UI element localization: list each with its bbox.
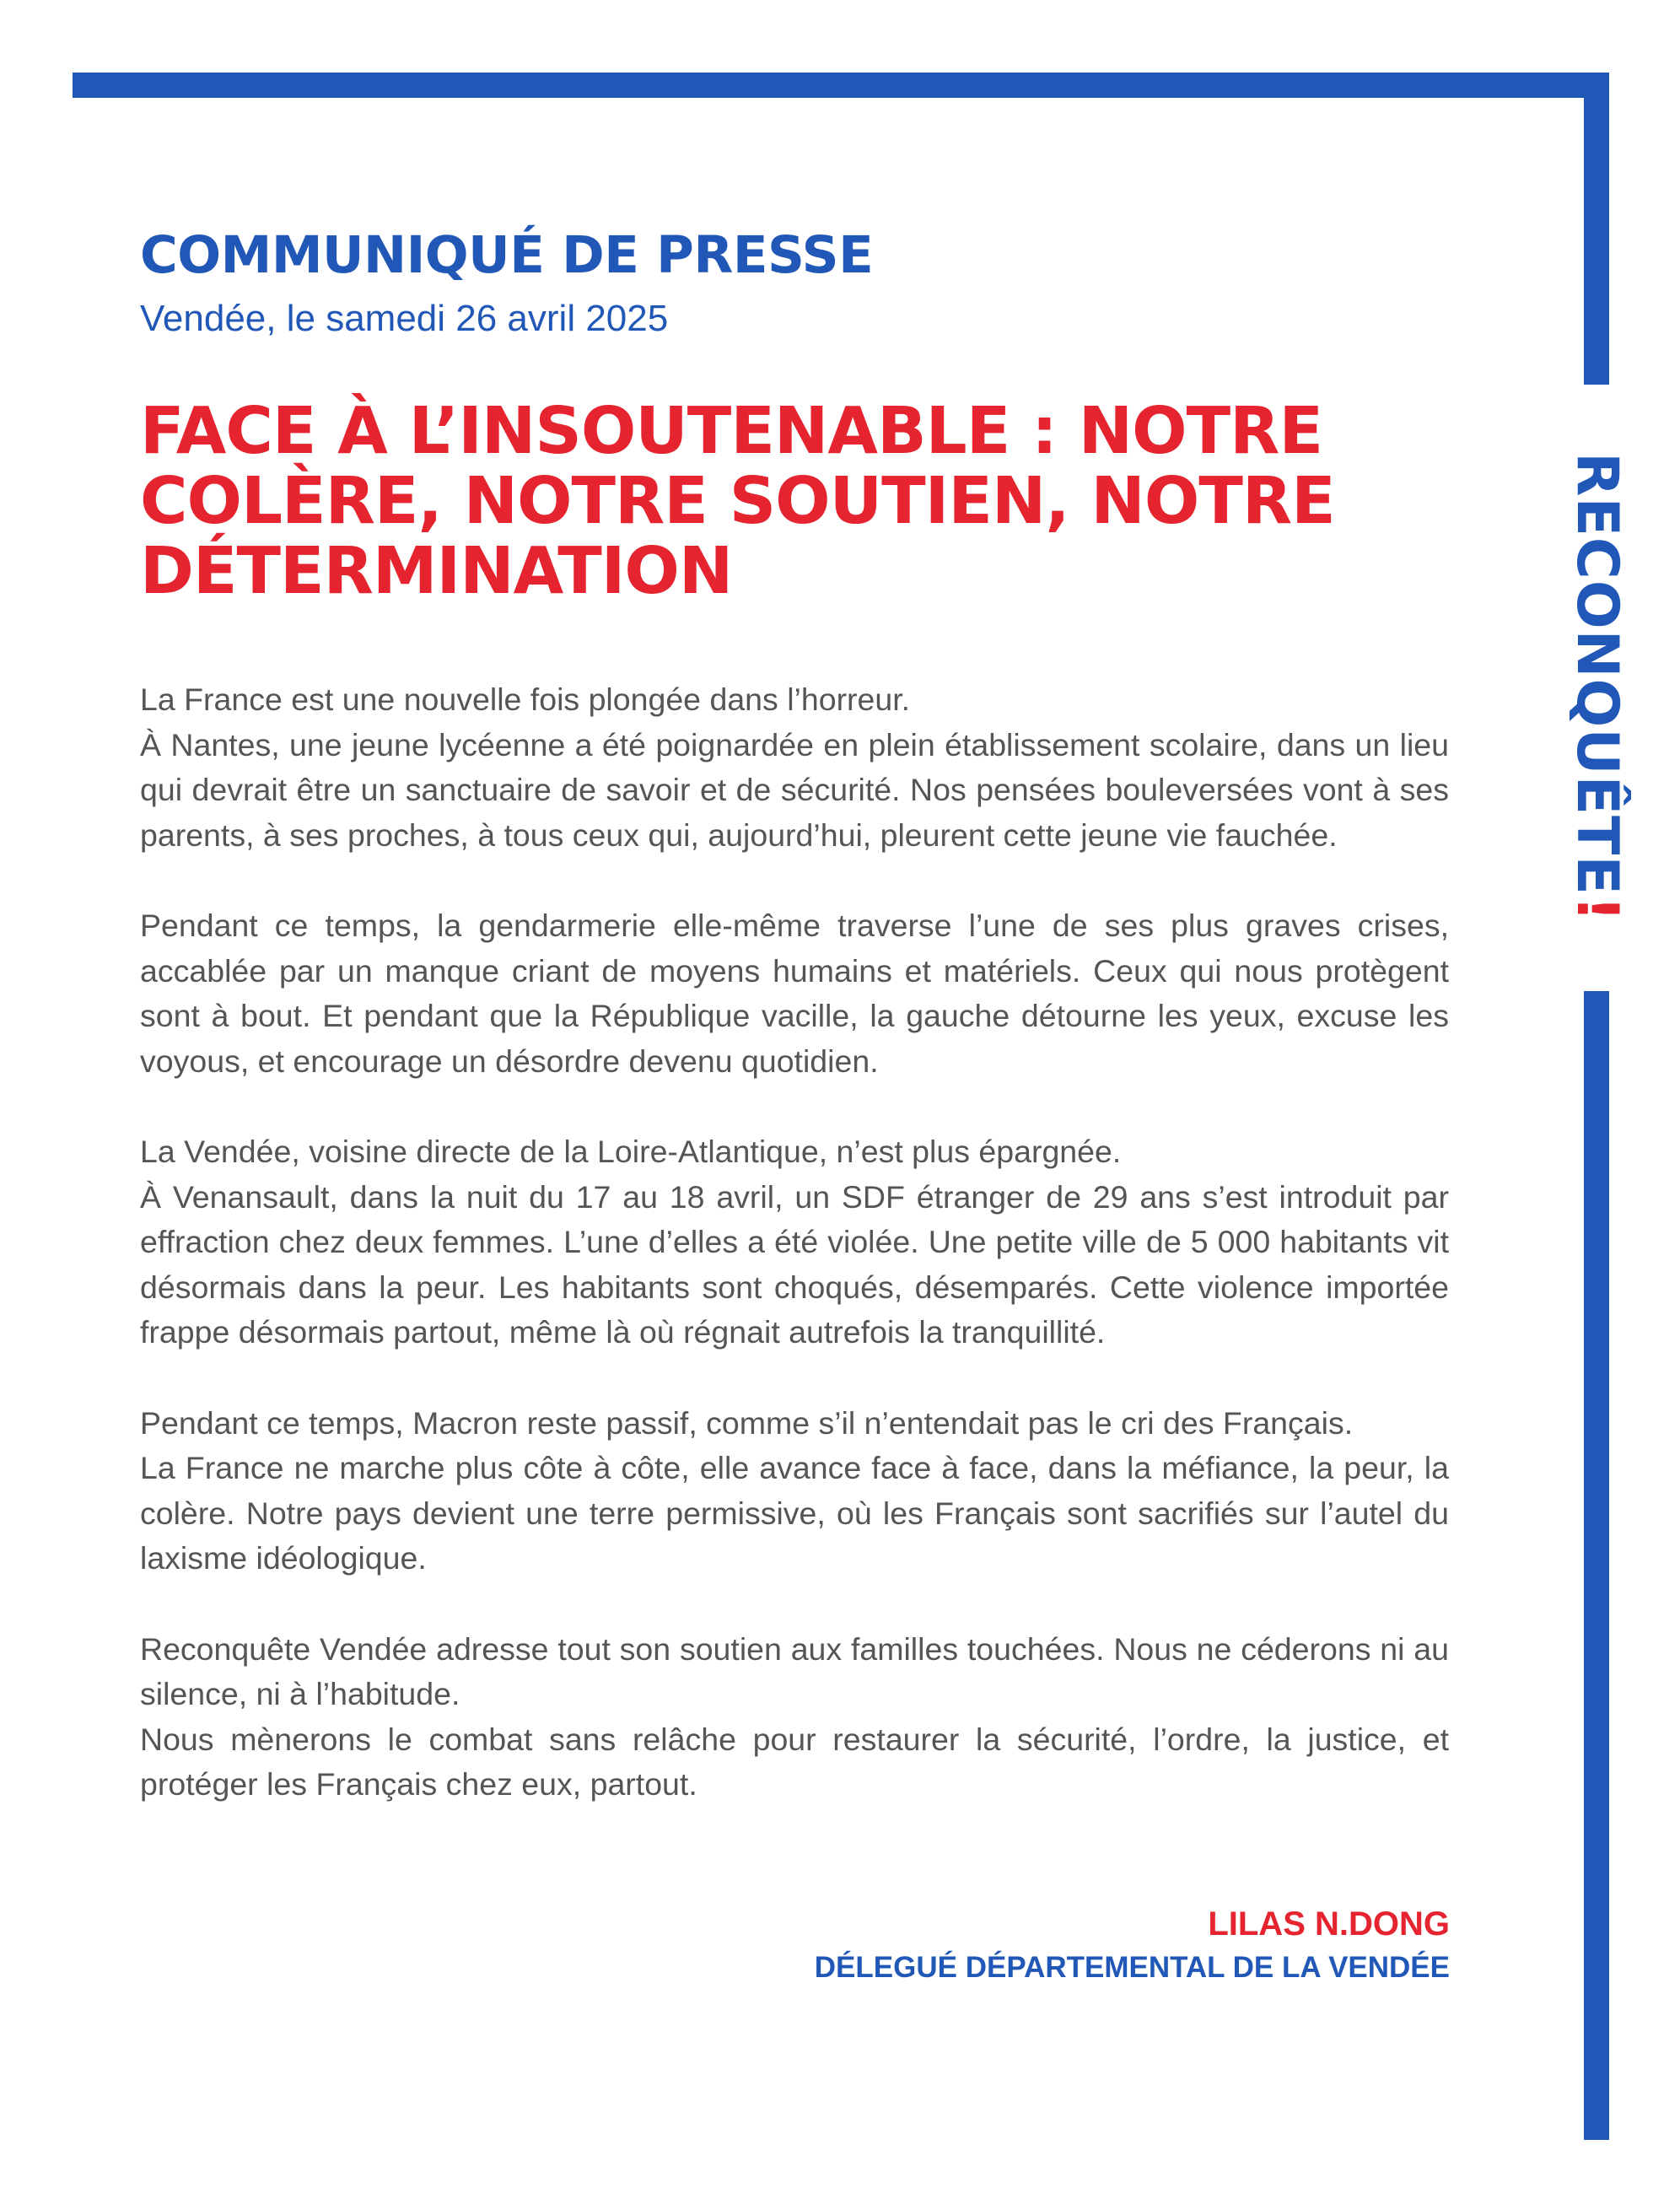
paragraph-line: La France est une nouvelle fois plongée dans l’horreur. — [140, 682, 911, 717]
frame-right-bar-lower — [1584, 991, 1609, 2140]
reconquete-logo — [1564, 452, 1630, 923]
paragraph-line: La France ne marche plus côte à côte, elle avance face à face, dans la méfiance, la peur, la colère. Notre pays devient une terre permissive, où les Français sont sacrifiés sur l’autel du laxisme idéologique. — [140, 1450, 1449, 1576]
logo-wordmark: RECONQUÊTE — [1564, 452, 1630, 896]
paragraph-3 — [140, 1129, 1449, 1355]
document-body — [140, 677, 1449, 1853]
paragraph-line: Pendant ce temps, Macron reste passif, comme s’il n’entendait pas le cri des Français. — [140, 1404, 1354, 1441]
logo-exclamation: ! — [1564, 895, 1630, 923]
paragraph-line: À Nantes, une jeune lycéenne a été poignardée en plein établissement scolaire, dans un lieu qui devrait être un sanctuaire de savoir et de sécurité. Nos pensées bouleversées vont à ses parents, à ses proches, à tous ceux qui, aujourd’hui, pleurent cette jeune vie fauchée. — [140, 726, 1449, 853]
document-date: Vendée, le samedi 26 avril 2025 — [140, 298, 669, 339]
paragraph-4 — [140, 1401, 1449, 1582]
paragraph-line: Nous mènerons le combat sans relâche pour restaurer la sécurité, l’ordre, la justice, et protéger les Français chez eux, partout. — [140, 1721, 1449, 1802]
signatory-name: LILAS N.DONG — [1208, 1905, 1450, 1943]
paragraph-line: Pendant ce temps, la gendarmerie elle-même traverse l’une de ses plus graves crises, accablée par un manque criant de moyens humains et matériels. Ceux qui nous protègent sont à bout. Et pendant que la République vacille, la gauche détourne les yeux, excuse les voyous, et encourage un désordre devenu quotidien. — [140, 908, 1449, 1079]
paragraph-line: Reconquête Vendée adresse tout son soutien aux familles touchées. Nous ne céderons ni au silence, ni à l’habitude. — [140, 1630, 1449, 1711]
paragraph-2 — [140, 903, 1449, 1084]
paragraph-line: À Venansault, dans la nuit du 17 au 18 avril, un SDF étranger de 29 ans s’est introduit par effraction chez deux femmes. L’une d’elles a été violée. Une petite ville de 5 000 habitants vit désormais dans la peur. Les habitants sont choqués, désemparés. Cette violence importée frappe désormais partout, même là où régnait autrefois la tranquillité. — [140, 1178, 1449, 1350]
paragraph-1 — [140, 677, 1449, 858]
frame-top-bar — [73, 73, 1609, 98]
paragraph-line: La Vendée, voisine directe de la Loire-Atlantique, n’est plus épargnée. — [140, 1134, 1122, 1169]
frame-right-bar-upper — [1584, 73, 1609, 385]
page-title: FACE À L’INSOUTENABLE : NOTRE COLÈRE, NOTRE SOUTIEN, NOTRE DÉTERMINATION — [140, 394, 1335, 610]
paragraph-5 — [140, 1627, 1449, 1808]
signatory-title: DÉLEGUÉ DÉPARTEMENTAL DE LA VENDÉE — [814, 1951, 1450, 1984]
document-kicker: COMMUNIQUÉ DE PRESSE — [140, 225, 874, 285]
